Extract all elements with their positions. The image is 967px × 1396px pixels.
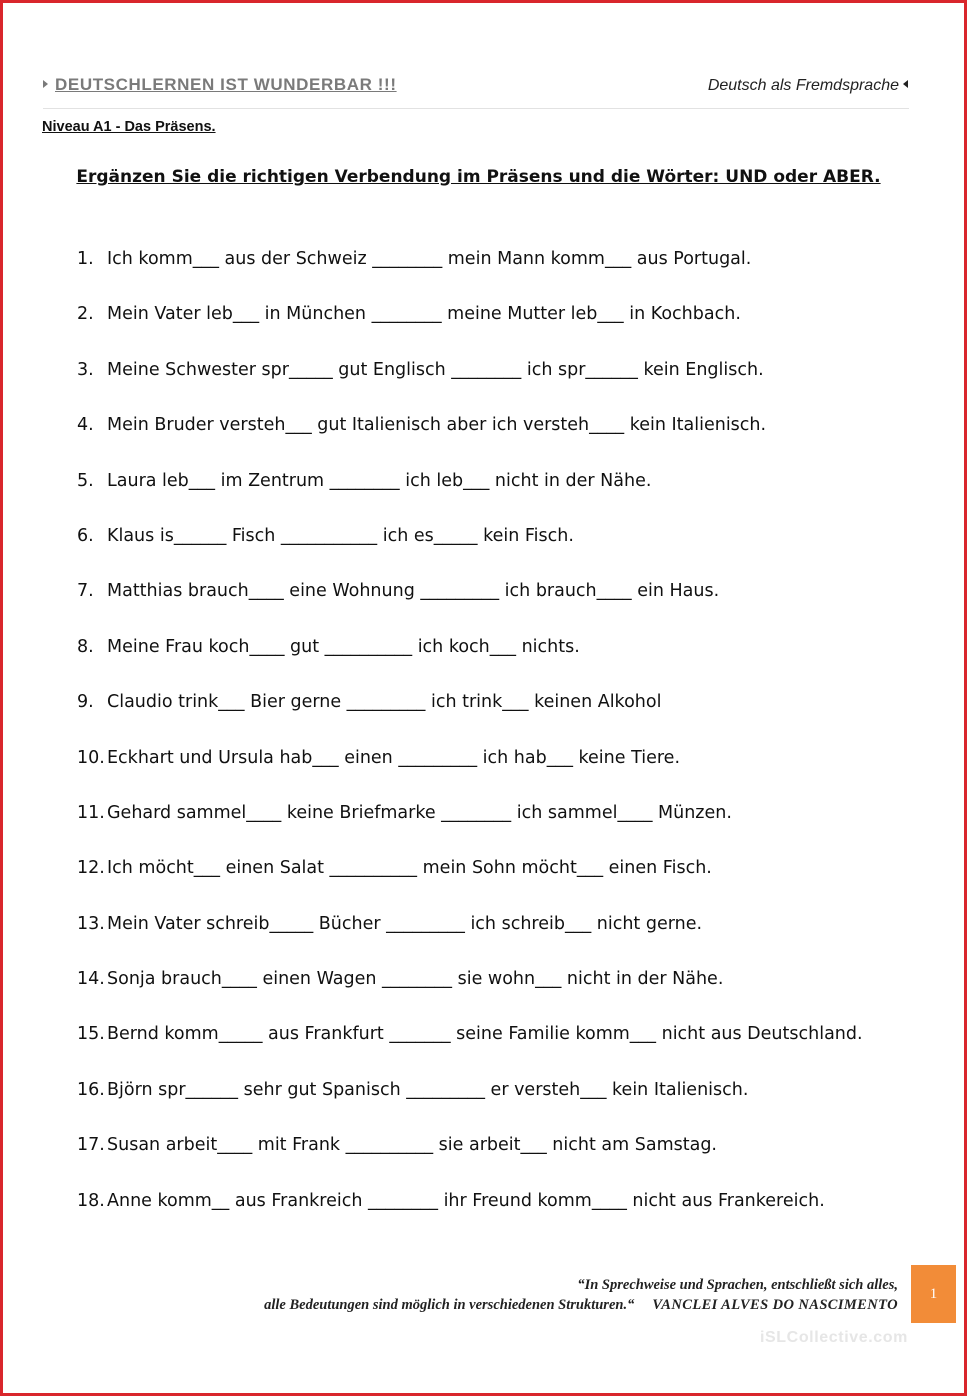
exercise-text: Björn spr______ sehr gut Spanisch _________ er versteh___ kein Italienisch. bbox=[107, 1079, 749, 1100]
exercise-item bbox=[77, 803, 937, 858]
exercise-number: 15. bbox=[77, 1024, 105, 1045]
exercise-item bbox=[77, 471, 937, 526]
exercise-number: 8. bbox=[77, 636, 94, 657]
exercise-text: Klaus is______ Fisch ___________ ich es_____ kein Fisch. bbox=[107, 525, 574, 546]
header-subtitle-text: Deutsch als Fremdsprache bbox=[707, 77, 899, 94]
header-title bbox=[43, 75, 397, 95]
exercise-text: Susan arbeit____ mit Frank __________ sie arbeit___ nicht am Samstag. bbox=[107, 1135, 717, 1156]
exercise-item bbox=[77, 415, 937, 470]
exercise-number: 1. bbox=[77, 249, 94, 269]
exercise-number: 4. bbox=[77, 415, 94, 436]
exercise-number: 7. bbox=[77, 581, 94, 602]
exercise-text: Ich möcht___ einen Salat __________ mein Sohn möcht___ einen Fisch. bbox=[107, 858, 712, 879]
exercise-item bbox=[77, 914, 937, 969]
exercise-text: Bernd komm_____ aus Frankfurt _______ seine Familie komm___ nicht aus Deutschland. bbox=[107, 1024, 863, 1045]
exercise-number: 13. bbox=[77, 913, 105, 934]
exercise-number: 2. bbox=[77, 304, 94, 325]
exercise-number: 3. bbox=[77, 359, 94, 380]
exercise-text: Gehard sammel____ keine Briefmarke ________ ich sammel____ Münzen. bbox=[107, 802, 732, 823]
exercise-text: Eckhart und Ursula hab___ einen _________ ich hab___ keine Tiere. bbox=[107, 747, 681, 768]
exercise-number: 9. bbox=[77, 692, 94, 713]
exercise-item bbox=[77, 360, 937, 415]
exercise-number: 6. bbox=[77, 525, 94, 546]
exercise-text: Claudio trink___ Bier gerne _________ ich trink___ keinen Alkohol bbox=[107, 692, 662, 713]
exercise-number: 18. bbox=[77, 1190, 105, 1211]
exercise-text: Mein Bruder versteh___ gut Italienisch aber ich versteh____ kein Italienisch. bbox=[107, 415, 767, 436]
quote-author: VANCLEI ALVES DO NASCIMENTO bbox=[652, 1297, 898, 1313]
instruction-heading: Ergänzen Sie die richtigen Verbendung im Präsens und die Wörter: UND oder ABER. bbox=[76, 167, 881, 187]
exercise-item bbox=[77, 1080, 937, 1135]
exercise-text: Meine Schwester spr_____ gut Englisch ________ ich spr______ kein Englisch. bbox=[107, 359, 764, 380]
footer-quote bbox=[264, 1275, 898, 1315]
quote-line-2: alle Bedeutungen sind möglich in verschiedenen Strukturen.“ bbox=[264, 1297, 635, 1313]
exercise-text: Anne komm__ aus Frankreich ________ ihr Freund komm____ nicht aus Frankereich. bbox=[107, 1190, 825, 1211]
exercise-item bbox=[77, 858, 937, 913]
exercise-number: 11. bbox=[77, 802, 105, 823]
exercise-list bbox=[77, 249, 937, 1246]
exercise-number: 14. bbox=[77, 969, 105, 990]
exercise-item bbox=[77, 637, 937, 692]
quote-line-1: “In Sprechweise und Sprachen, entschließt sich alles, bbox=[577, 1277, 898, 1293]
exercise-text: Sonja brauch____ einen Wagen ________ sie wohn___ nicht in der Nähe. bbox=[107, 969, 724, 990]
exercise-number: 17. bbox=[77, 1135, 105, 1156]
triangle-left-icon bbox=[903, 80, 908, 88]
exercise-item bbox=[77, 249, 937, 304]
exercise-number: 12. bbox=[77, 858, 105, 879]
exercise-number: 10. bbox=[77, 747, 105, 768]
exercise-item bbox=[77, 581, 937, 636]
exercise-item bbox=[77, 526, 937, 581]
header-subtitle bbox=[708, 77, 908, 95]
exercise-item bbox=[77, 1135, 937, 1190]
exercise-number: 16. bbox=[77, 1079, 105, 1100]
exercise-text: Meine Frau koch____ gut __________ ich koch___ nichts. bbox=[107, 636, 580, 657]
quote-line-2-row bbox=[264, 1295, 898, 1315]
exercise-item bbox=[77, 969, 937, 1024]
exercise-text: Ich komm___ aus der Schweiz ________ mein Mann komm___ aus Portugal. bbox=[107, 249, 752, 269]
triangle-right-icon bbox=[43, 80, 48, 88]
exercise-item bbox=[77, 304, 937, 359]
exercise-text: Laura leb___ im Zentrum ________ ich leb___ nicht in der Nähe. bbox=[107, 470, 652, 491]
exercise-text: Mein Vater leb___ in München ________ meine Mutter leb___ in Kochbach. bbox=[107, 304, 741, 325]
level-heading: Niveau A1 - Das Präsens. bbox=[42, 119, 216, 135]
exercise-text: Mein Vater schreib_____ Bücher _________ ich schreib___ nicht gerne. bbox=[107, 913, 703, 934]
exercise-item bbox=[77, 1191, 937, 1246]
page-number-badge: 1 bbox=[911, 1265, 956, 1323]
header-divider bbox=[43, 108, 909, 109]
exercise-item bbox=[77, 748, 937, 803]
exercise-number: 5. bbox=[77, 470, 94, 491]
exercise-item bbox=[77, 692, 937, 747]
watermark: iSLCollective.com bbox=[759, 1329, 908, 1346]
header-title-text: DEUTSCHLERNEN IST WUNDERBAR !!! bbox=[55, 75, 397, 94]
exercise-item bbox=[77, 1024, 937, 1079]
exercise-text: Matthias brauch____ eine Wohnung _________ ich brauch____ ein Haus. bbox=[107, 581, 720, 602]
